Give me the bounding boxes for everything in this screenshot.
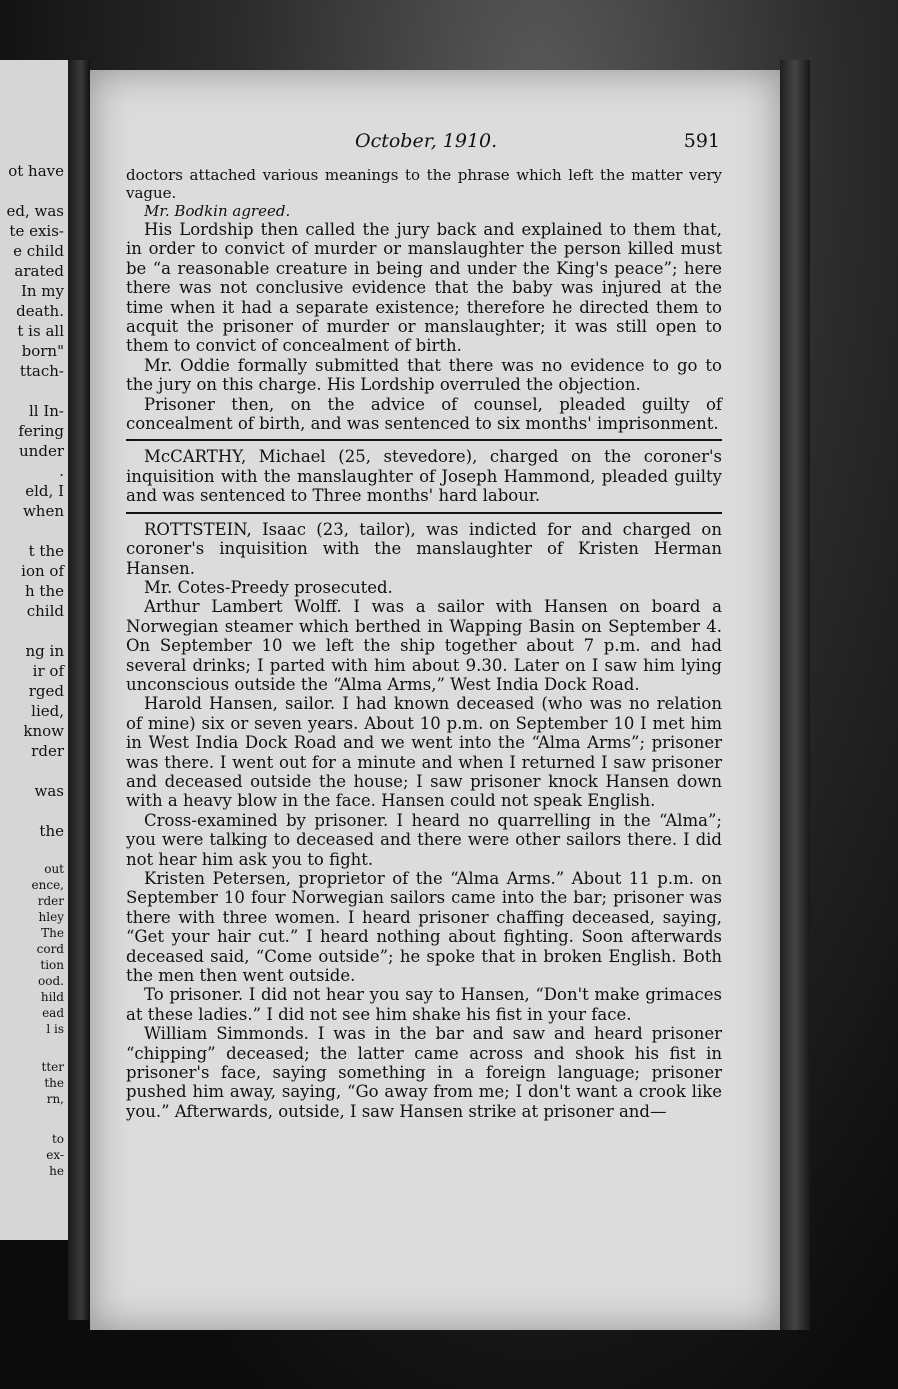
margin-fragment: rged bbox=[28, 682, 64, 700]
margin-fragment: ead bbox=[42, 1006, 64, 1020]
margin-fragment: the bbox=[39, 822, 64, 840]
margin-fragment: hild bbox=[40, 990, 64, 1004]
witness-testimony: Arthur Lambert Wolff. I was a sailor with Hansen on board a Norwegian steamer which berthed in Wapping Basin on September 4. On September 10 we left the ship together about 7 p.m. and had several drinks; I parted with him about 9.30. Later on I saw him lying unconscious outside the “Alma Arms,” West India Dock Road. bbox=[126, 597, 722, 694]
margin-fragment: out bbox=[44, 862, 64, 876]
margin-fragment: t the bbox=[28, 542, 64, 560]
margin-fragment: In my bbox=[20, 282, 64, 300]
margin-fragment: child bbox=[26, 602, 64, 620]
margin-fragment: to bbox=[51, 1132, 64, 1146]
margin-fragment: born" bbox=[21, 342, 64, 360]
witness-testimony: William Simmonds. I was in the bar and saw and heard prisoner “chipping” deceased; the latter came across and shook his fist in prisoner's face, saying something in a foreign language; prisoner pushed him away, saying, “Go away from me; I don't want a crook like you.” Afterwards, outside, I saw Hansen strike at prisoner and— bbox=[126, 1024, 722, 1121]
margin-fragment: he bbox=[49, 1164, 64, 1178]
paragraph: doctors attached various meanings to the phrase which left the matter very vague. bbox=[126, 166, 722, 202]
book-gutter bbox=[68, 60, 90, 1320]
witness-testimony: Harold Hansen, sailor. I had known deceased (who was no relation of mine) six or seven years. About 10 p.m. on September 10 I met him in West India Dock Road and we went into the “Alma Arms”; prisoner was there. I went out for a minute and when I returned I saw prisoner and deceased outside the house; I saw prisoner knock Hansen down with a heavy blow in the face. Hansen could not speak English. bbox=[126, 694, 722, 811]
section-divider bbox=[126, 512, 722, 514]
page-edge-shadow bbox=[780, 60, 810, 1330]
margin-fragment: t is all bbox=[17, 322, 64, 340]
margin-fragment: death. bbox=[16, 302, 64, 320]
margin-fragment: fering bbox=[18, 422, 64, 440]
margin-fragment: hley bbox=[38, 910, 64, 924]
cross-examination: To prisoner. I did not hear you say to Hansen, “Don't make grimaces at these ladies.” I did not see him shake his fist in your face. bbox=[126, 985, 722, 1024]
margin-fragment: ot have bbox=[8, 162, 64, 180]
witness-testimony: Kristen Petersen, proprietor of the “Alma Arms.” About 11 p.m. on September 10 four Norwegian sailors came into the bar; prisoner was there with three women. I heard prisoner chaffing deceased, saying, “Get your hair cut.” I heard nothing about fighting. Soon afterwards deceased said, “Come outside”; he spoke that in broken English. Both the men then went outside. bbox=[126, 869, 722, 986]
margin-fragment: ion of bbox=[21, 562, 64, 580]
book-page bbox=[90, 70, 780, 1330]
margin-fragment: ex- bbox=[46, 1148, 64, 1162]
margin-fragment: when bbox=[22, 502, 64, 520]
margin-fragment: cord bbox=[36, 942, 64, 956]
section-divider bbox=[126, 439, 722, 441]
header-date: October, 1910. bbox=[355, 130, 498, 152]
running-header bbox=[90, 130, 720, 160]
margin-fragment: rder bbox=[31, 742, 64, 760]
case-entry: McCARTHY, Michael (25, stevedore), charged on the coroner's inquisition with the manslaughter of Joseph Hammond, pleaded guilty and was sentenced to Three months' hard labour. bbox=[126, 447, 722, 506]
margin-fragment: lied, bbox=[31, 702, 64, 720]
margin-fragment: ence, bbox=[31, 878, 64, 892]
margin-fragment: under bbox=[19, 442, 64, 460]
margin-fragment: was bbox=[34, 782, 64, 800]
margin-fragment: l is bbox=[46, 1022, 64, 1036]
margin-fragment: ir of bbox=[32, 662, 64, 680]
left-page-fragment bbox=[0, 60, 71, 1240]
case-entry: ROTTSTEIN, Isaac (23, tailor), was indicted for and charged on coroner's inquisition with the manslaughter of Kristen Herman Hansen. bbox=[126, 519, 722, 578]
margin-fragment: know bbox=[23, 722, 64, 740]
margin-fragment: rn, bbox=[46, 1092, 64, 1106]
margin-fragment: ed, was bbox=[6, 202, 64, 220]
margin-fragment: rder bbox=[37, 894, 64, 908]
page-number: 591 bbox=[683, 130, 720, 152]
page-body bbox=[126, 166, 722, 1121]
paragraph: Mr. Oddie formally submitted that there was no evidence to go to the jury on this charge. His Lordship overruled the objection. bbox=[126, 355, 722, 395]
margin-fragment: tter bbox=[41, 1060, 64, 1074]
margin-fragment: eld, I bbox=[25, 482, 64, 500]
margin-fragment: te exis- bbox=[9, 222, 64, 240]
margin-fragment: e child bbox=[13, 242, 64, 260]
margin-fragment: tion bbox=[40, 958, 64, 972]
paragraph: His Lordship then called the jury back and explained to them that, in order to convict of murder or manslaughter the person killed must be “a reasonable creature in being and under the King's peace”; here there was not conclusive evidence that the baby was injured at the time when it had a separate existence; therefore he directed them to acquit the prisoner of murder or manslaughter; it was still open to them to convict of concealment of birth. bbox=[126, 220, 722, 356]
paragraph: Mr. Bodkin agreed. bbox=[144, 202, 291, 220]
margin-fragment: ttach- bbox=[19, 362, 64, 380]
paragraph: Mr. Cotes-Preedy prosecuted. bbox=[144, 577, 393, 597]
margin-fragment: the bbox=[44, 1076, 64, 1090]
margin-fragment: h the bbox=[25, 582, 64, 600]
paragraph: Prisoner then, on the advice of counsel, pleaded guilty of concealment of birth, and was sentenced to six months' imprisonment. bbox=[126, 394, 722, 434]
margin-fragment: ood. bbox=[38, 974, 64, 988]
margin-fragment: The bbox=[41, 926, 64, 940]
margin-fragment: arated bbox=[14, 262, 64, 280]
cross-examination: Cross-examined by prisoner. I heard no quarrelling in the “Alma”; you were talking to deceased and there were other sailors there. I did not hear him ask you to fight. bbox=[126, 810, 722, 869]
margin-fragment: ng in bbox=[25, 642, 64, 660]
margin-fragment: ll In- bbox=[28, 402, 64, 420]
margin-fragment: . bbox=[59, 462, 64, 480]
